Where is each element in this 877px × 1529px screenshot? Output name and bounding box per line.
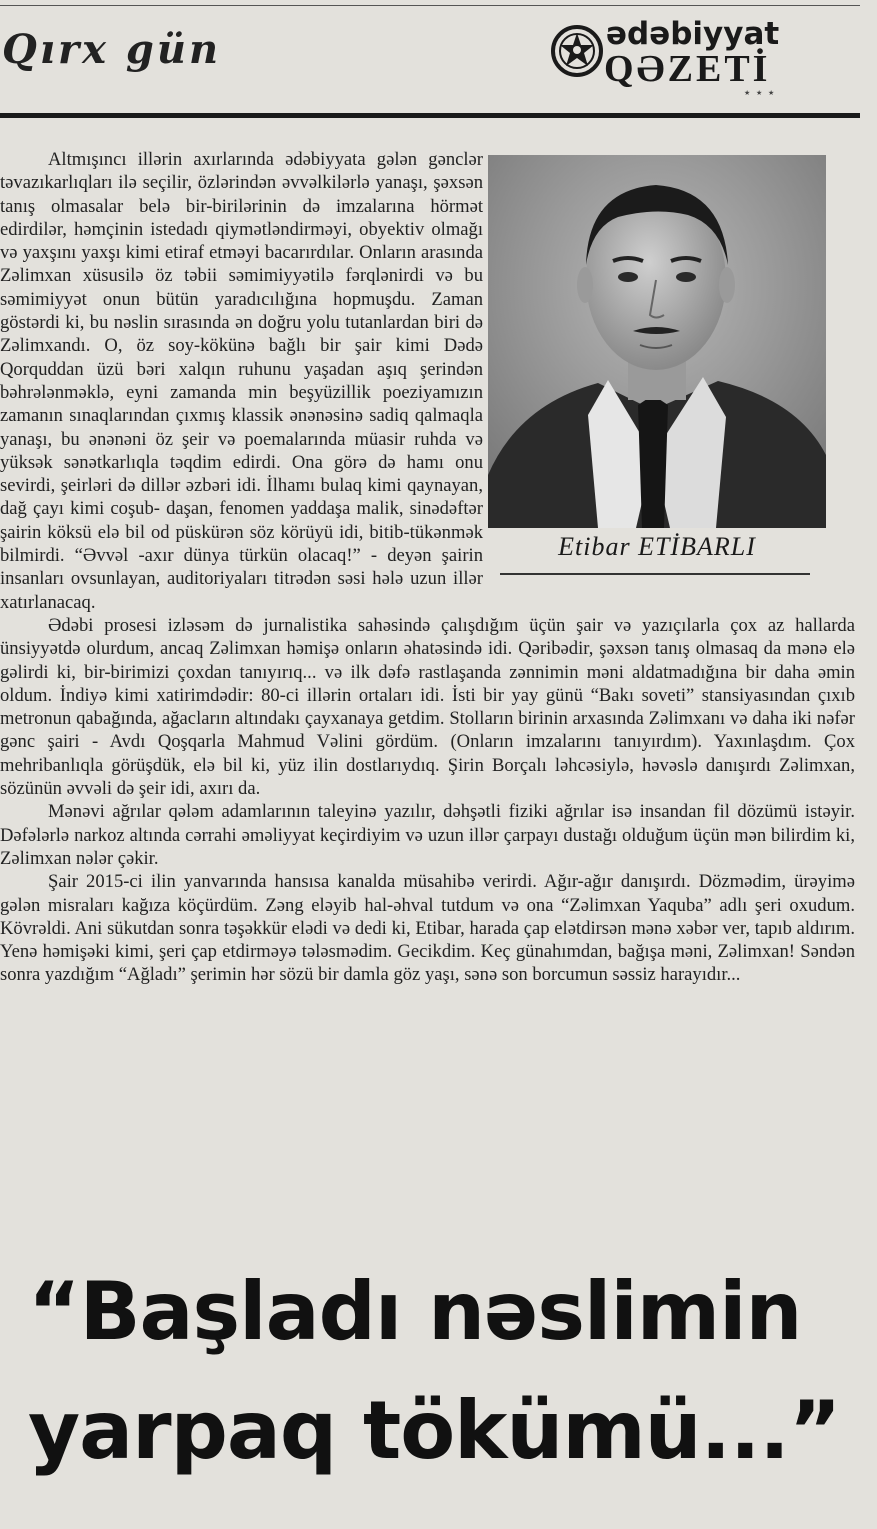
article-body <box>0 148 855 987</box>
top-rule <box>0 5 860 6</box>
logo-top-text: ədəbiyyat <box>606 16 780 52</box>
star-emblem-icon <box>550 24 604 78</box>
article-paragraph: Mənəvi ağrılar qələm adamlarının taleyinə yazılır, dəhşətli fiziki ağrılar isə insandan fil dözümü istəyir. Dəfələrlə narkoz altında cərrahi əməliyyat keçirdiyim və uzun illər çarpayı dustağı olduğum üçün mən bilirdim ki, Zəlimxan nələr çəkir. <box>0 801 855 869</box>
logo-stars: ★ ★ ★ <box>744 89 777 97</box>
headline-line-2: yarpaq tökümü...” <box>28 1384 841 1477</box>
logo-bottom-text: QƏZETİ <box>604 48 771 90</box>
article-paragraph: Şair 2015-ci ilin yanvarında hansısa kanalda müsahibə verirdi. Ağır-ağır danışırdı. Dözmədim, ürəyimə gələn misraları kağıza köçürdüm. Zəng eləyib hal-əhval tutdum və ona “Zəlimxan Yaquba” adlı şeri oxudum. Kövrəldi. Ani sükutdan sonra təşəkkür elədi və dedi ki, Etibar, harada çap elətdirsən mənə xəbər ver, tapıb aldırım. Yenə həmişəki kimi, şeri çap etdirməyə tələsmədim. Gecikdim. Keç günahımdan, bağışa məni, Zəlimxan! Səndən sonra yazdığım “Ağladı” şerimin hər sözü bir damla göz yaşı, sənə son borcumun səssiz harayıdır... <box>0 871 855 986</box>
article-paragraph: Altmışıncı illərin axırlarında ədəbiyyata gələn gənclər təvazıkarlıqları ilə seçilir, özlərindən əvvəlkilərlə yanaşı, şəxsən tanış olmasalar belə bir-birilərinin də imzalarına hörmət edirdilər, həmçinin istedadı qiymətləndirməyi, obyektiv olmağı və yaxşını yaxşı kimi etiraf etməyi bacarırdılar. Onların arasında Zəlimxan xüsusilə öz təbii səmimiyyətilə fərqlənirdi və bu səmimiyyət onun bütün yaradıcılığına hopmuşdu. Zaman göstərdi ki, bu nəslin sırasında ən doğru yolu tutanlardan biri də Zəlimxandı. O, öz soy-kökünə bağlı bir şair kimi Dədə Qorquddan üzü bəri xalqın ruhunu yaşadan aşıq şerindən bəhrələnməklə, eyni zamanda min beşyüzillik poeziyamızın zamanın sınaqlarından çıxmış klassik ənənəsinə sadiq qalmaqla yanaşı, bu ənənəni öz şeir və poemalarında müasir ruhda və yüksək sənətkarlıqla təqdim edirdi. Ona görə də hamı onu sevirdi, şeirləri də dillər əzbəri idi. İlhamı bulaq kimi qaynayan, dağ çayı kimi coşub- daşan, fenomen yaddaşa malik, sinədəftər şairin köksü elə bil od püskürən söz körüyü idi, bitib-tükənmək bilmirdi. “Əvvəl -axır dünya türkün olacaq!” - deyən şairin insanları ovsunlayan, auditoriyaları titrədən səsi hələ uzun illər xatırlanacaq. <box>0 149 483 613</box>
header-rule <box>0 113 860 118</box>
section-title: Qırx gün <box>2 26 222 73</box>
author-byline: Etibar ETİBARLI <box>558 532 756 561</box>
article-headline <box>28 1252 858 1490</box>
headline-line-1: “Başladı nəslimin <box>28 1265 802 1358</box>
newspaper-logo <box>548 16 823 106</box>
article-paragraph: Ədəbi prosesi izləsəm də jurnalistika sahəsində çalışdığım üçün şair və yazıçılarla çox az hallarda ünsiyyətdə olurdum, ancaq Zəlimxan həmişə onların əhatəsində idi. Qəribədir, şəxsən tanış olmasaq da mənə elə gəlirdi ki, bir-birimizi çoxdan tanıyırıq... və ilk dəfə rastlaşanda zənnimin məni aldatmadığına bir daha əmin oldum. İndiyə kimi xatirimdədir: 80-ci illərin ortaları idi. İsti bir yay günü “Bakı soveti” stansiyasından çıxıb metronun qabağında, ağacların altındakı çayxanaya getdim. Stolların birinin arxasında Zəlimxanı və daha iki nəfər gənc şairi - Avdı Qoşqarla Mahmud Vəlini gördüm. (Onların imzalarını tanıyırdım). Yaxınlaşdım. Çox mehribanlıqla görüşdük, elə bil ki, yüz ilin dostlarıydıq. Şirin Borçalı ləhcəsiylə, həvəslə danışırdı Zəlimxan, sözünün əvvəli də şeir idi, axırı da. <box>0 614 855 800</box>
photo-spacer <box>483 148 855 589</box>
